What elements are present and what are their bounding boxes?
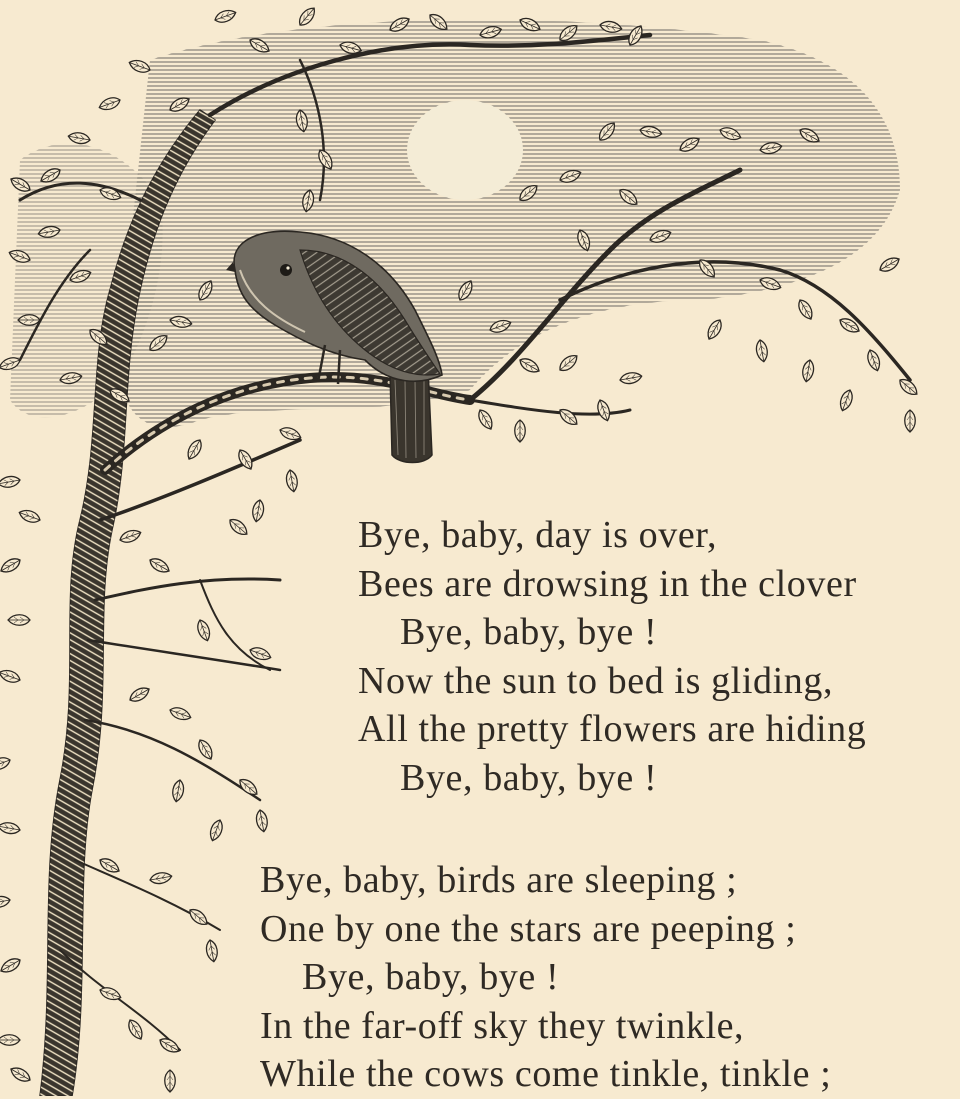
poem-stanza-2: [260, 856, 831, 1099]
poem-line: Bye, baby, day is over,: [358, 514, 718, 556]
poem-refrain: Bye, baby, bye !: [302, 956, 560, 998]
poem-stanza-1: [358, 511, 866, 802]
poem-line: One by one the stars are peeping ;: [260, 907, 797, 950]
poem-line: While the cows come tinkle, tinkle ;: [260, 1053, 832, 1095]
poem-refrain: Bye, baby, bye !: [400, 756, 658, 799]
poem-line: Now the sun to bed is gliding,: [358, 659, 834, 702]
poem-refrain: Bye, baby, bye !: [400, 611, 658, 653]
poem-line: Bye, baby, birds are sleeping ;: [260, 859, 738, 901]
poem-line: Bees are drowsing in the clover: [358, 562, 857, 605]
poem-line: In the far-off sky they twinkle,: [260, 1004, 745, 1047]
poem-line: All the pretty flowers are hiding: [358, 708, 867, 750]
moon: [407, 100, 523, 200]
